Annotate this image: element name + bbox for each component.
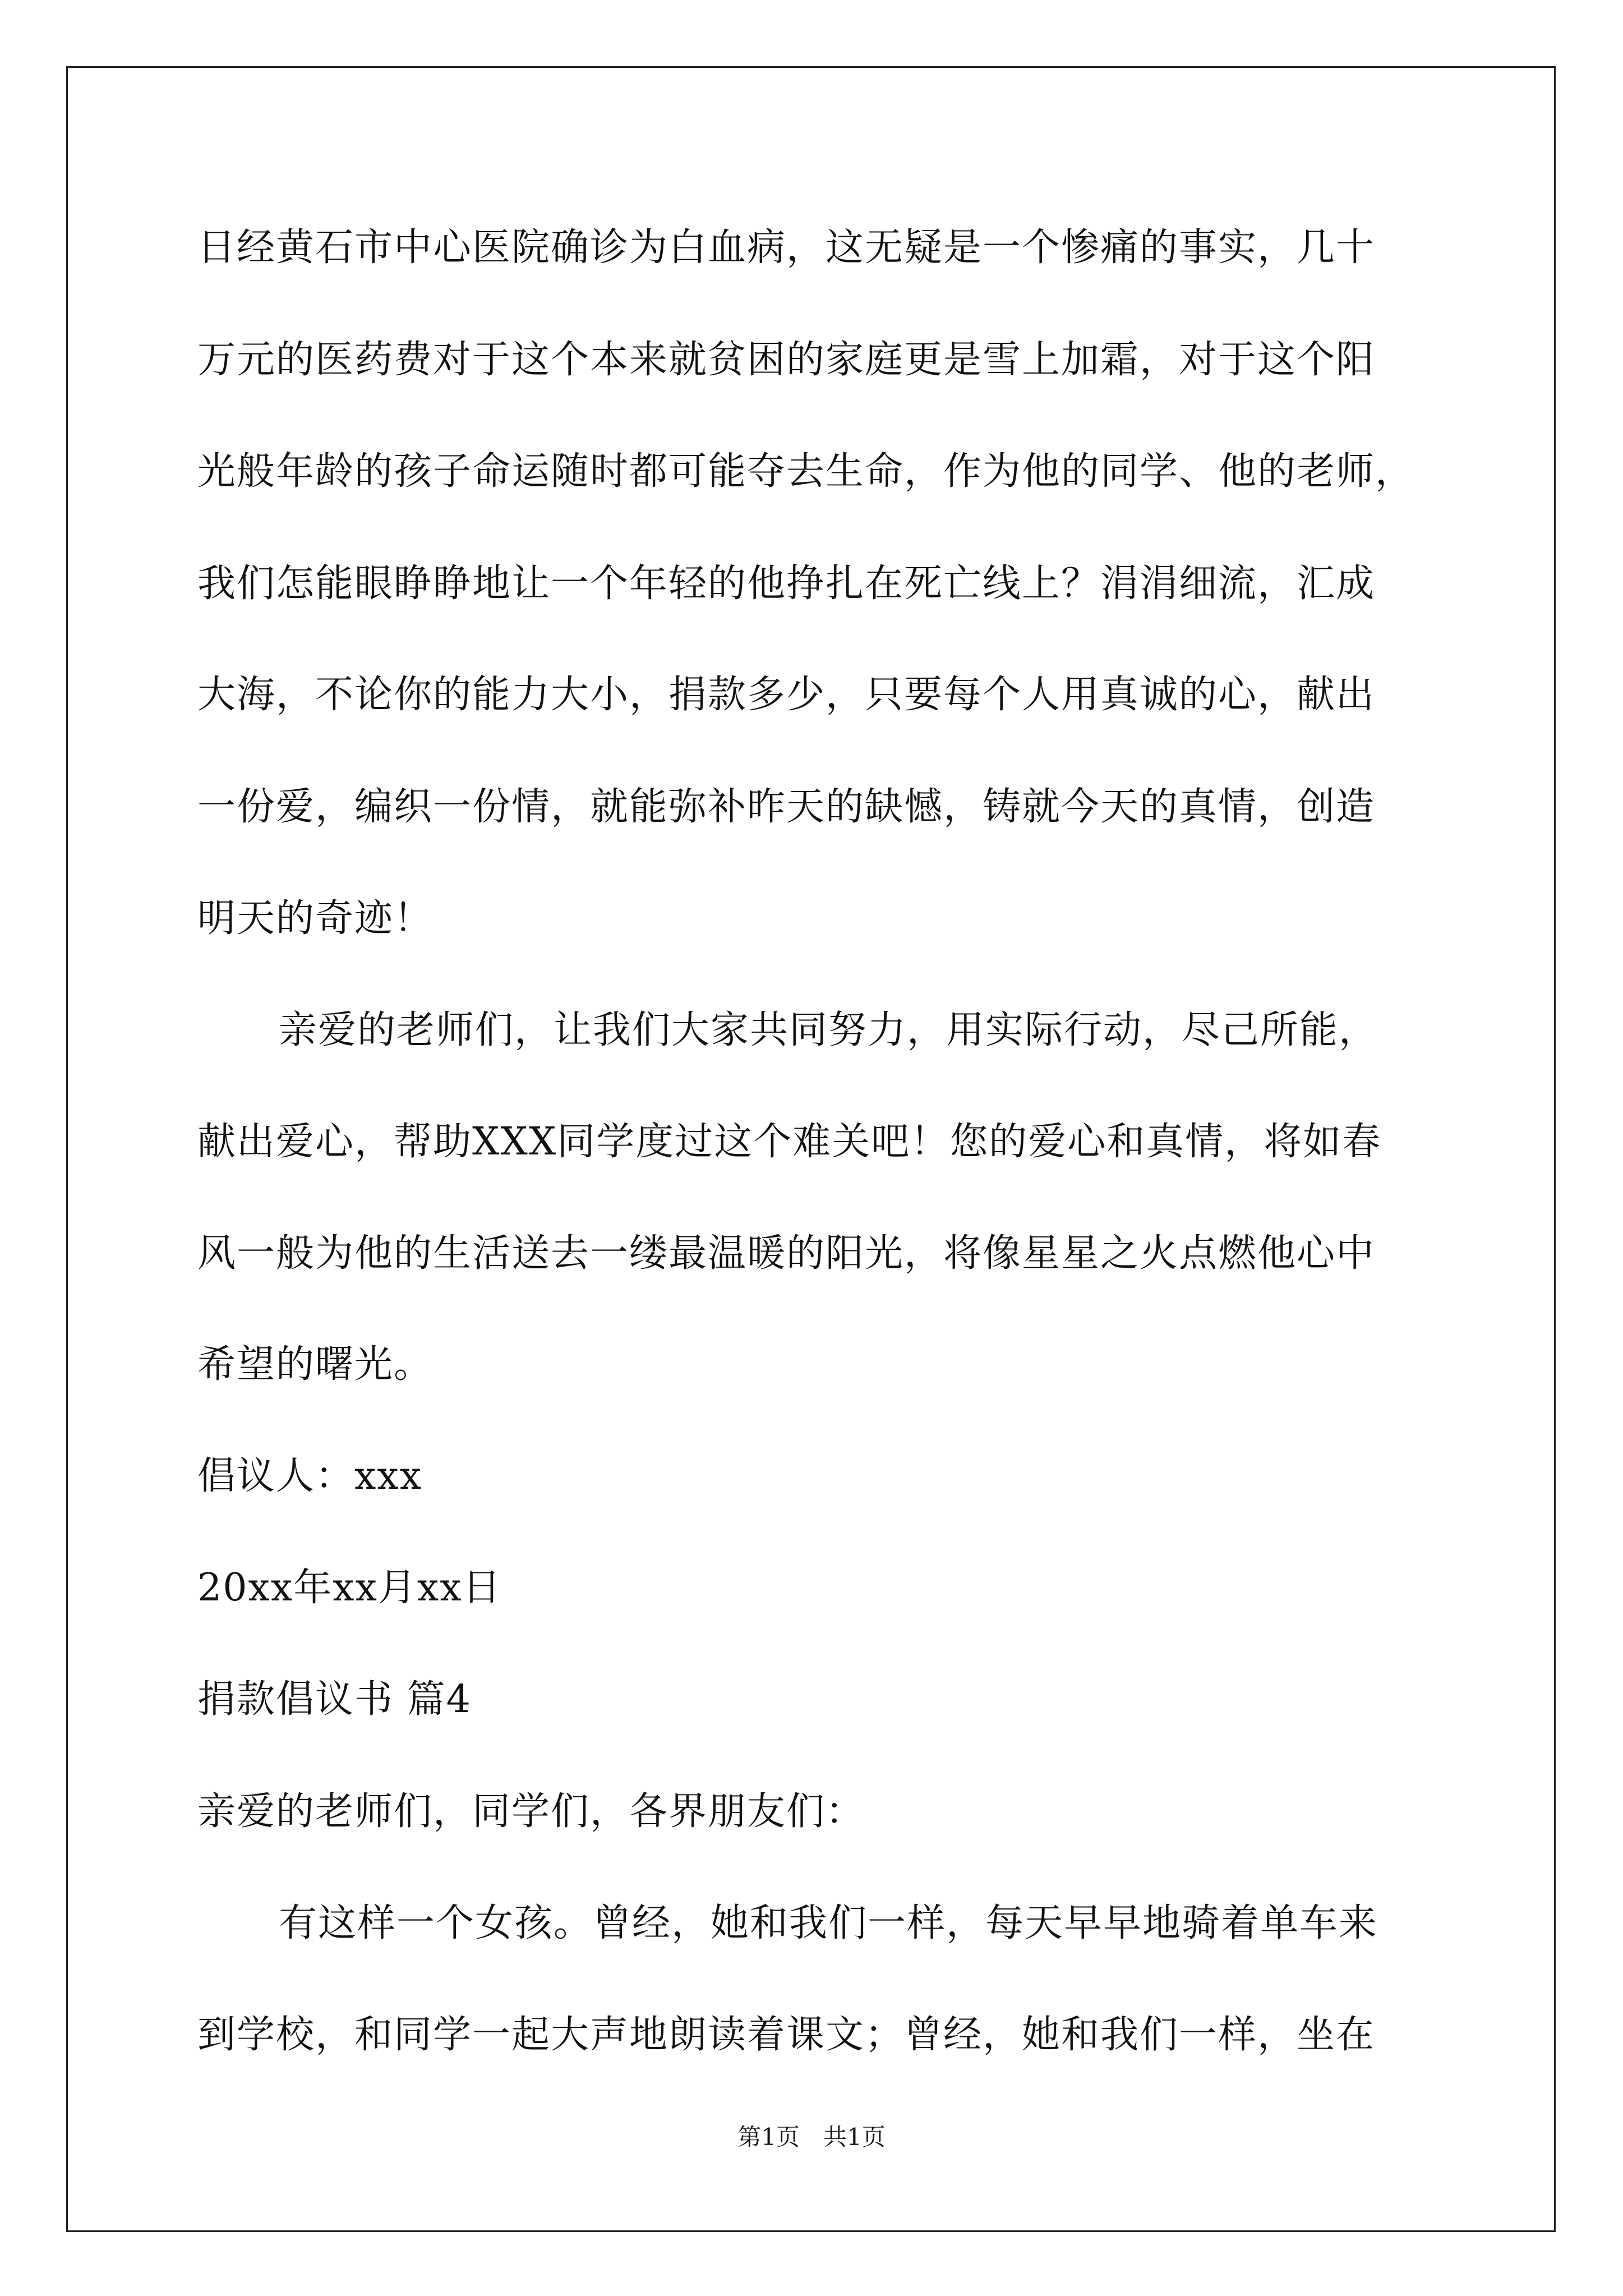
salutation: 亲爱的老师们，同学们，各界朋友们： [197,1789,865,1834]
body-text-line: 我们怎能眼睁睁地让一个年轻的他挣扎在死亡线上？涓涓细流，汇成 [197,562,1376,606]
body-text-line: 希望的曙光。 [197,1342,434,1387]
body-text-line: 万元的医药费对于这个本来就贫困的家庭更是雪上加霜，对于这个阳 [197,338,1376,382]
paragraph-first-line: 有这样一个女孩。曾经，她和我们一样，每天早早地骑着单车来 [279,1901,1378,1945]
body-text-line: 光般年龄的孩子命运随时都可能夺去生命，作为他的同学、他的老师， [197,449,1415,494]
section-heading: 捐款倡议书 篇4 [197,1677,472,1722]
body-text-line: 献出爱心，帮助XXX同学度过这个难关吧！您的爱心和真情，将如春 [197,1120,1382,1164]
body-text-line: 一份爱，编织一份情，就能弥补昨天的缺憾，铸就今天的真情，创造 [197,785,1376,829]
page-number-footer: 第1页 共1页 [737,2123,886,2151]
signature-initiator: 倡议人：xxx [197,1454,423,1498]
body-text-line: 到学校，和同学一起大声地朗读着课文；曾经，她和我们一样，坐在 [197,2013,1376,2057]
body-text-line: 大海，不论你的能力大小，捐款多少，只要每个人用真诚的心，献出 [197,673,1376,717]
body-text-line: 明天的奇迹！ [197,896,434,941]
signature-date: 20xx年xx月xx日 [197,1566,502,1610]
body-text-line: 风一般为他的生活送去一缕最温暖的阳光，将像星星之火点燃他心中 [197,1231,1376,1276]
body-text-line: 日经黄石市中心医院确诊为白血病，这无疑是一个惨痛的事实，几十 [197,226,1376,270]
paragraph-first-line: 亲爱的老师们，让我们大家共同努力，用实际行动，尽己所能， [279,1008,1378,1052]
